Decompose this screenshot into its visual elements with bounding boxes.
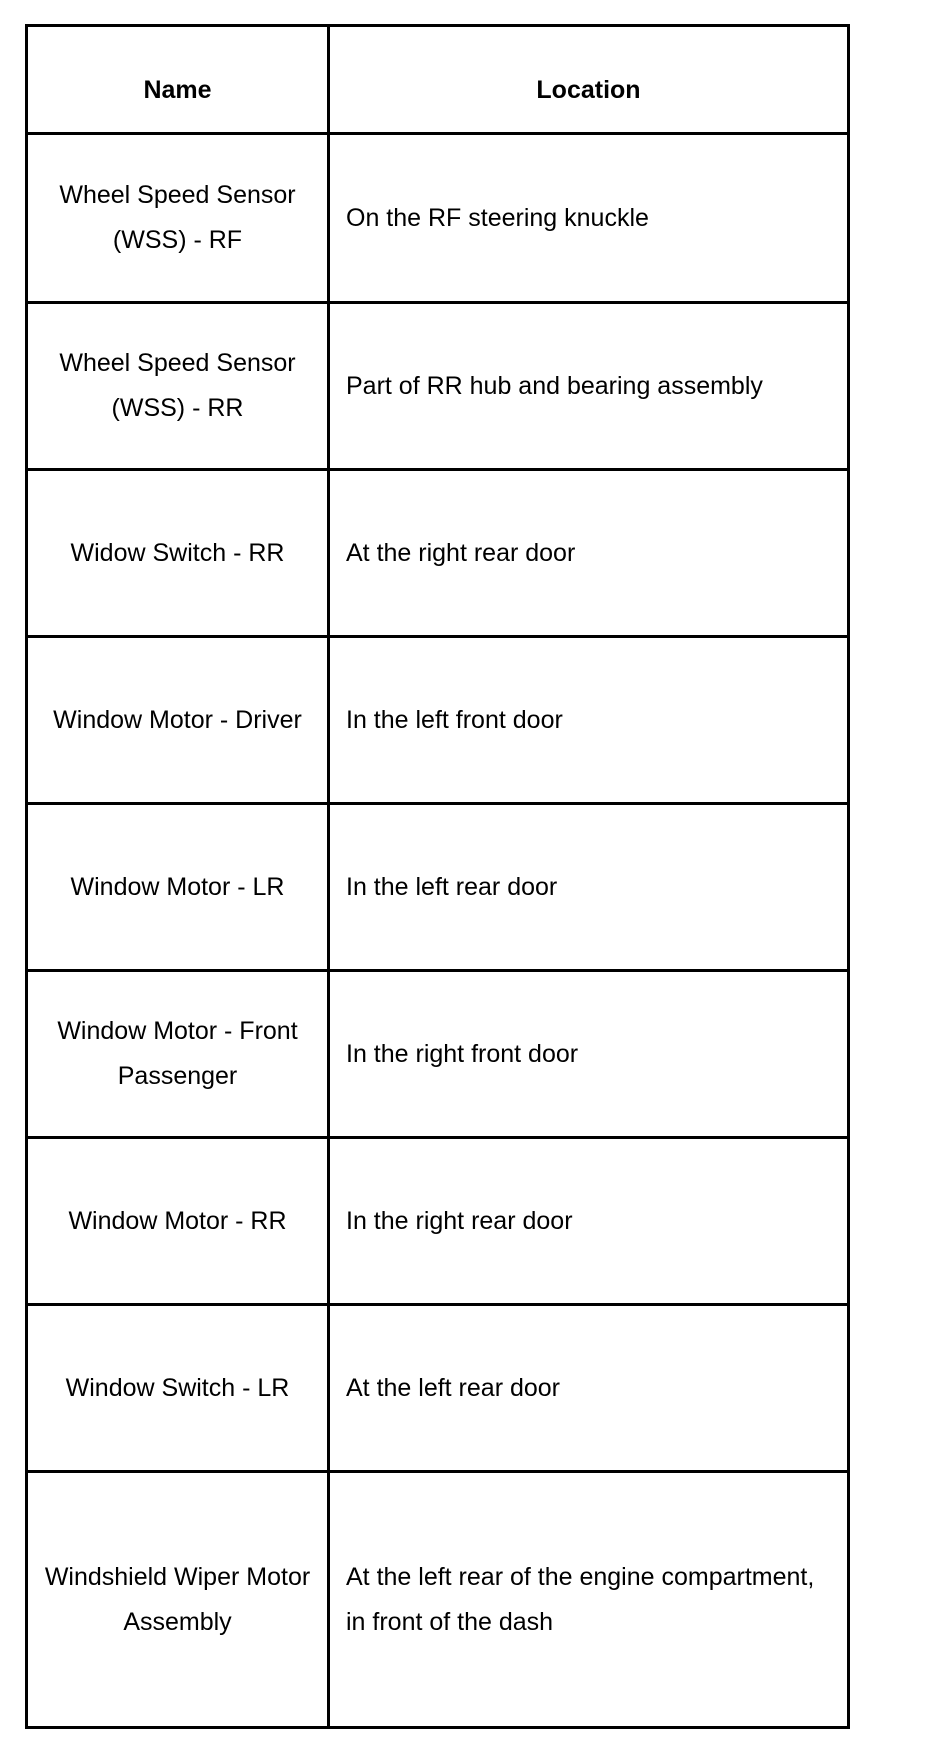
cell-name: Window Switch - LR xyxy=(27,1305,329,1472)
cell-location: Part of RR hub and bearing assembly xyxy=(329,303,849,470)
cell-name: Window Motor - LR xyxy=(27,804,329,971)
cell-name: Windshield Wiper Motor Assembly xyxy=(27,1472,329,1728)
header-name: Name xyxy=(27,26,329,134)
table-row xyxy=(27,1305,849,1472)
cell-location: At the left rear door xyxy=(329,1305,849,1472)
cell-location: In the left front door xyxy=(329,637,849,804)
header-location: Location xyxy=(329,26,849,134)
cell-name: Window Motor - Front Passenger xyxy=(27,971,329,1138)
cell-name: Window Motor - RR xyxy=(27,1138,329,1305)
table-body xyxy=(27,134,849,1728)
component-location-table xyxy=(25,24,850,1729)
cell-name: Wheel Speed Sensor (WSS) - RF xyxy=(27,134,329,303)
table-row xyxy=(27,134,849,303)
table-row xyxy=(27,971,849,1138)
table-row xyxy=(27,470,849,637)
cell-location: At the left rear of the engine compartment, in front of the dash xyxy=(329,1472,849,1728)
cell-location: In the left rear door xyxy=(329,804,849,971)
table-row xyxy=(27,637,849,804)
cell-location: At the right rear door xyxy=(329,470,849,637)
cell-location: In the right front door xyxy=(329,971,849,1138)
table-row xyxy=(27,804,849,971)
cell-location: In the right rear door xyxy=(329,1138,849,1305)
cell-name: Window Motor - Driver xyxy=(27,637,329,804)
cell-name: Widow Switch - RR xyxy=(27,470,329,637)
cell-location: On the RF steering knuckle xyxy=(329,134,849,303)
table-row xyxy=(27,1472,849,1728)
table-row xyxy=(27,1138,849,1305)
table-header xyxy=(27,26,849,134)
header-row xyxy=(27,26,849,134)
cell-name: Wheel Speed Sensor (WSS) - RR xyxy=(27,303,329,470)
table-row xyxy=(27,303,849,470)
